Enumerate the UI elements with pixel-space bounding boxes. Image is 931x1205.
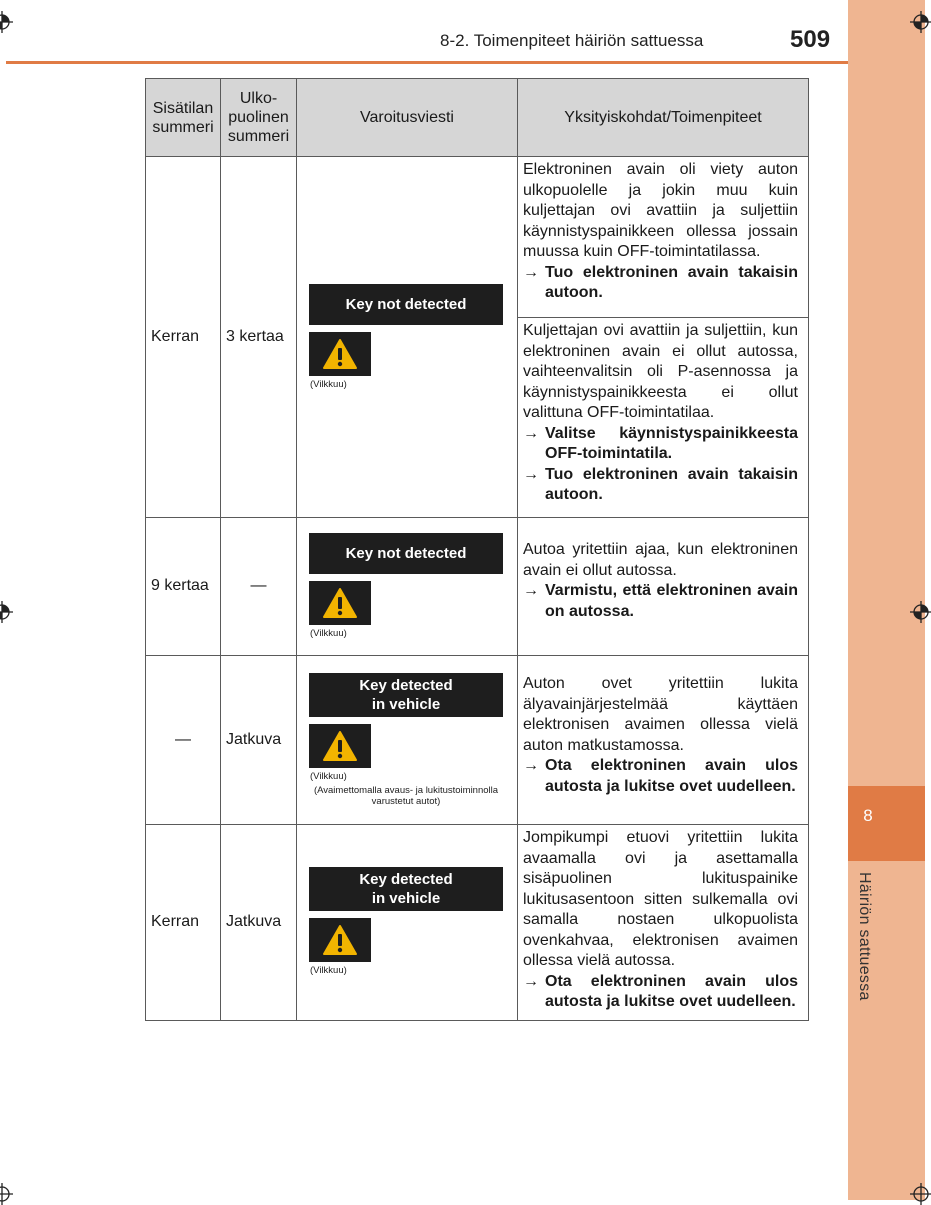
lcd-message-text: Key not detected — [345, 545, 467, 562]
details-cell — [518, 825, 809, 1021]
inner-buzzer-cell: Kerran — [146, 825, 221, 1021]
arrow-icon: → — [523, 757, 539, 774]
registration-mark-icon — [910, 11, 931, 33]
arrow-icon: → — [523, 424, 539, 442]
table-row — [146, 157, 809, 318]
header-outer-buzzer: Ulko-puolinen summeri — [221, 79, 297, 157]
details-cell — [518, 318, 809, 518]
lcd-message-text: Key not detected — [345, 295, 467, 313]
header-message: Varoitusviesti — [297, 79, 518, 157]
message-cell — [297, 825, 518, 1021]
blink-caption: (Vilkkuu) — [310, 628, 347, 639]
action-text: Ota elektroninen avain ulos autosta ja lukitse ovet uudelleen. — [545, 972, 798, 1010]
details-text: Kuljettajan ovi avattiin ja suljettiin, kun elektroninen avain ei ollut autossa, vaihteenvalitsin oli P-asennossa ja käynnistyspainikkeesta ei ollut valittuna OFF-toimintatilaa. — [523, 322, 798, 421]
inner-buzzer-cell: Kerran — [146, 157, 221, 518]
outer-buzzer-cell: 3 kertaa — [221, 157, 297, 518]
registration-mark-icon — [0, 11, 13, 33]
lcd-message-text: Key detected — [359, 677, 453, 694]
warning-light — [309, 918, 371, 962]
details-text: Jompikumpi etuovi yritettiin lukita avaamalla ovi ja asettamalla sisäpuolinen lukituspainike lukitusasentoon sitten sulkemalla ovi samalla nostaen ulkopuolista ovenkahvaa, elektronisen avaimen ollessa vielä autossa. — [523, 829, 798, 969]
warning-light — [309, 724, 371, 768]
action-line — [523, 465, 798, 506]
blink-caption: (Vilkkuu) — [310, 965, 347, 977]
table-row — [146, 656, 809, 825]
arrow-icon: → — [523, 582, 539, 599]
lcd-message-text-line2: in vehicle — [371, 696, 441, 713]
warning-light — [309, 332, 371, 376]
details-text: Elektroninen avain oli viety auton ulkopuolelle ja jokin muu kuin kuljettajan ovi avattiin ja suljettiin käynnistyspainikkeen ollessa jossain muussa kuin OFF-toimintatilassa. — [523, 161, 798, 260]
arrow-icon: → — [523, 972, 539, 990]
message-cell — [297, 656, 518, 825]
header-divider — [6, 61, 848, 64]
equipment-note: (Avaimettomalla avaus- ja lukitustoiminnolla varustetut autot) — [313, 785, 499, 807]
action-text: Tuo elektroninen avain takaisin autoon. — [545, 465, 798, 503]
arrow-icon: → — [523, 465, 539, 483]
inner-buzzer-cell: — — [146, 656, 221, 825]
outer-buzzer-cell: Jatkuva — [221, 825, 297, 1021]
action-line — [523, 424, 798, 465]
action-line — [523, 756, 798, 797]
chapter-strip — [848, 0, 925, 1200]
registration-mark-icon — [910, 1183, 931, 1205]
chapter-label: Häiriön sattuessa — [856, 872, 873, 1001]
blink-caption: (Vilkkuu) — [310, 378, 347, 390]
lcd-message — [309, 533, 503, 574]
action-line — [523, 972, 798, 1013]
header-details: Yksityiskohdat/Toimenpiteet — [518, 79, 809, 157]
message-cell — [297, 157, 518, 518]
table-row — [146, 518, 809, 656]
table-row — [146, 825, 809, 1021]
section-title: 8-2. Toimenpiteet häiriön sattuessa — [440, 31, 704, 50]
action-text: Valitse käynnistyspainikkeesta OFF-toimintatila. — [545, 424, 798, 462]
lcd-message — [309, 284, 503, 325]
outer-buzzer-cell: — — [221, 518, 297, 656]
lcd-message — [309, 867, 503, 911]
lcd-message — [309, 673, 503, 717]
details-text: Autoa yritettiin ajaa, kun elektroninen avain ei ollut autossa. — [523, 541, 798, 579]
details-cell — [518, 157, 809, 318]
header-inner-buzzer: Sisätilan summeri — [146, 79, 221, 157]
warning-triangle-icon — [322, 587, 358, 619]
arrow-icon: → — [523, 263, 539, 281]
registration-mark-icon — [910, 601, 931, 623]
registration-mark-icon — [0, 1183, 13, 1205]
lcd-message-text-line2: in vehicle — [371, 890, 441, 908]
table-header-row — [146, 79, 809, 157]
warning-triangle-icon — [322, 730, 358, 762]
registration-mark-icon — [0, 601, 13, 623]
outer-buzzer-cell: Jatkuva — [221, 656, 297, 825]
lcd-message-text: Key detected — [359, 871, 453, 889]
action-text: Tuo elektroninen avain takaisin autoon. — [545, 263, 798, 301]
action-line — [523, 263, 798, 304]
warning-table — [145, 78, 809, 1021]
action-line — [523, 581, 798, 622]
details-text: Auton ovet yritettiin lukita älyavainjärjestelmää käyttäen elektronisen avaimen ollessa vielä auton matkustamossa. — [523, 675, 798, 754]
action-text: Ota elektroninen avain ulos autosta ja lukitse ovet uudelleen. — [545, 757, 798, 795]
message-cell — [297, 518, 518, 656]
blink-caption: (Vilkkuu) — [310, 771, 347, 782]
action-text: Varmistu, että elektroninen avain on autossa. — [545, 582, 798, 620]
inner-buzzer-cell: 9 kertaa — [146, 518, 221, 656]
details-cell — [518, 656, 809, 825]
details-cell — [518, 518, 809, 656]
warning-light — [309, 581, 371, 625]
warning-triangle-icon — [322, 338, 358, 370]
warning-triangle-icon — [322, 924, 358, 956]
chapter-number: 8 — [863, 806, 873, 825]
page-number: 509 — [790, 26, 831, 53]
